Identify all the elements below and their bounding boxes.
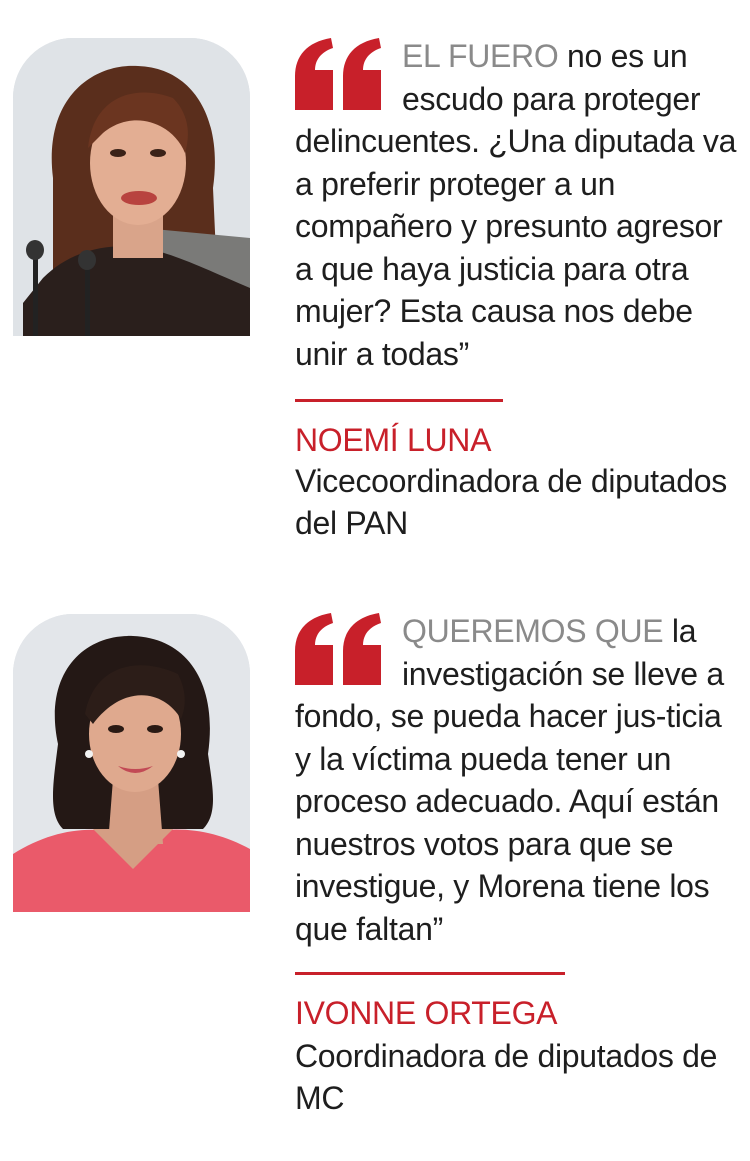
quote-indent <box>295 610 402 694</box>
speaker-role: Vicecoordinadora de diputados del PAN <box>295 463 727 541</box>
speaker-role: Coordinadora de diputados de MC <box>295 1038 718 1116</box>
portrait-photo-ivonne-ortega <box>13 614 250 912</box>
quote-text <box>295 610 745 950</box>
quote-body: la investigación se lleve a fondo, se pueda hacer jus-ticia y la víctima pueda tener un proceso adecuado. Aquí están nuestros votos para que se investigue, y Morena tiene los que faltan” <box>295 613 724 947</box>
quote-body: no es un escudo para proteger delincuentes. ¿Una diputada va a preferir proteger a un compañero y presunto agresor a que haya justicia para otra mujer? Esta causa nos debe unir a todas” <box>295 38 737 372</box>
divider-rule <box>295 972 565 975</box>
quote-lead: QUEREMOS QUE <box>402 613 664 649</box>
portrait-photo-noemi-luna <box>13 38 250 336</box>
speaker-name: NOEMÍ LUNA <box>295 422 492 458</box>
quote-indent <box>295 35 402 119</box>
portrait-illustration <box>13 38 250 336</box>
quote-text <box>295 35 745 375</box>
portrait-illustration <box>13 614 250 912</box>
speaker-name: IVONNE ORTEGA <box>295 995 558 1031</box>
divider-rule <box>295 399 503 402</box>
quote-lead: EL FUERO <box>402 38 559 74</box>
